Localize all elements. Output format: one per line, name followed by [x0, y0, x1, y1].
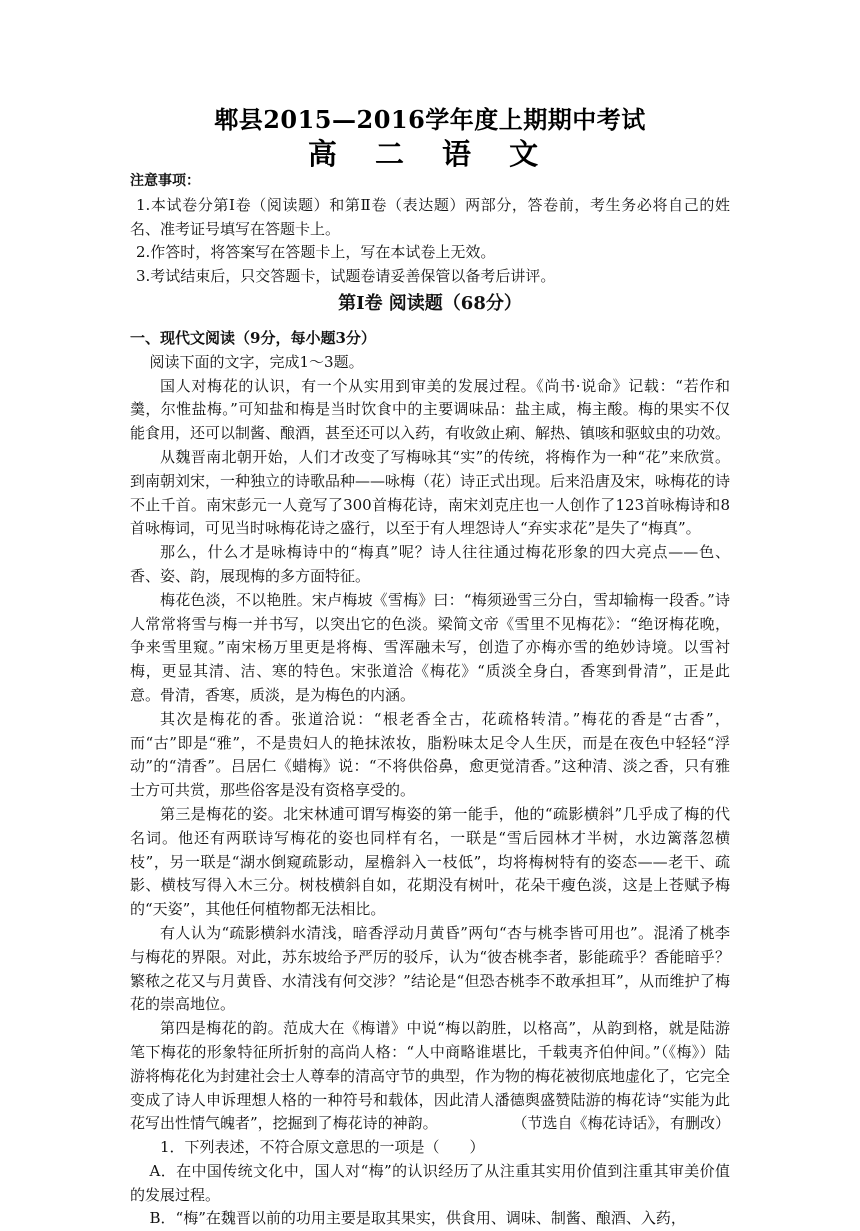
notes-heading: 注意事项：	[130, 173, 200, 189]
subject-title: 高 二 语 文	[307, 137, 553, 171]
passage-paragraph: 从魏晋南北朝开始，人们才改变了写梅咏其“实”的传统，将梅作为一种“花”来欣赏。到南朝刘宋，一种独立的诗歌品种——咏梅（花）诗正式出现。后来沿唐及宋，咏梅花的诗不止千首。南宋彭元一人竟写了300首梅花诗，南宋刘克庄也一人创作了123首咏梅诗和8首咏梅词，可见当时咏梅花诗之盛行，以至于有人埋怨诗人“弃实求花”是失了“梅真”。	[130, 447, 731, 538]
passage-paragraph: 其次是梅花的香。张道洽说：“根老香全古，花疏格转清。”梅花的香是“古香”，而“古”即是“雅”，不是贵妇人的艳抹浓妆，脂粉味太足令人生厌，而是在夜色中轻轻“浮动”的“清香”。吕居仁《蜡梅》说：“不将供俗鼻，愈更觉清香。”这种清、淡之香，只有雅士方可共赏，那些俗客是没有资格享受的。	[130, 709, 730, 800]
notes-section	[130, 170, 730, 289]
passage-text: 第四是梅花的韵。范成大在《梅谱》中说“梅以韵胜，以格高”，从韵到格，就是陆游笔下梅花的形象特征所折射的高尚人格：“人中商略谁堪比，千载夷齐伯仲间。”（《梅》）陆游将梅花化为封建社会士人尊奉的清高守节的典型，作为物的梅花被彻底地虚化了，它完全变成了诗人申诉理想人格的一种符号和载体，因此清人潘德舆盛赞陆游的梅花诗“实能为此花写出性情气魄者”，挖掘到了梅花诗的神韵。	[130, 1019, 731, 1133]
note-item: 2.作答时，将答案写在答题卡上，写在本试卷上无效。	[136, 243, 496, 262]
section-title: 第Ⅰ卷 阅读题（68分）	[338, 293, 522, 314]
reading-section	[130, 327, 730, 1231]
passage-paragraph: 那么，什么才是咏梅诗中的“梅真”呢？诗人往往通过梅花形象的四大亮点——色、香、姿、韵，展现梅的多方面特征。	[130, 543, 730, 585]
option-b: B．“梅”在魏晋以前的功用主要是取其果实，供食用、调味、制酱、酿酒、入药，	[149, 1209, 686, 1228]
question-stem: 1．下列表述，不符合原文意思的一项是（ ）	[160, 1138, 485, 1157]
source-citation: （节选自《梅花诗话》，有删改）	[512, 1114, 730, 1133]
exam-title: 郫县2015—2016学年度上期期中考试	[214, 105, 646, 134]
passage-paragraph-last	[130, 1017, 730, 1136]
passage-paragraph: 有人认为“疏影横斜水清浅，暗香浮动月黄昏”两句“杏与桃李皆可用也”。混淆了桃李与梅花的界限。对此，苏东坡给予严厉的驳斥，认为“彼杏桃李者，影能疏乎？香能暗乎？繁秾之花又与月黄昏、水清浅有何交涉？”结论是“但恐杏桃李不敢承担耳”，从而维护了梅花的崇高地位。	[130, 923, 730, 1014]
part-heading: 一、现代文阅读（9分，每小题3分）	[130, 329, 376, 347]
instruction-text: 阅读下面的文字，完成1～3题。	[149, 352, 364, 371]
passage-paragraph: 梅花色淡，不以艳胜。宋卢梅坡《雪梅》曰：“梅须逊雪三分白，雪却输梅一段香。”诗人常常将雪与梅一并书写，以突出它的色淡。梁简文帝《雪里不见梅花》：“绝讶梅花晚，争来雪里窥。”南宋杨万里更是将梅、雪浑融未写，创造了亦梅亦雪的绝妙诗境。以雪衬梅，更显其清、洁、寒的特色。宋张道洽《梅花》“质淡全身白，香寒到骨清”，正是此意。骨清，香寒，质淡，是为梅色的内涵。	[130, 590, 730, 704]
option-a: A．在中国传统文化中，国人对“梅”的认识经历了从注重其实用价值到注重其审美价值的发展过程。	[130, 1161, 730, 1204]
passage-paragraph: 第三是梅花的姿。北宋林逋可谓写梅姿的第一能手，他的“疏影横斜”几乎成了梅的代名词。他还有两联诗写梅花的姿也同样有名，一联是“雪后园林才半树，水边篱落忽横枝”，另一联是“湖水倒窥疏影动，屋檐斜入一枝低”，均将梅树特有的姿态——老干、疏影、横枝写得入木三分。树枝横斜自如，花期没有树叶，花朵干瘦色淡，这是上苍赋予梅的“天姿”，其他任何植物都无法相比。	[130, 804, 730, 919]
passage-paragraph: 国人对梅花的认识，有一个从实用到审美的发展过程。《尚书·说命》记载：“若作和羹，尔惟盐梅。”可知盐和梅是当时饮食中的主要调味品：盐主咸，梅主酸。梅的果实不仅能食用，还可以制酱、酿酒，甚至还可以入药，有收敛止痢、解热、镇咳和驱蚊虫的功效。	[130, 376, 731, 443]
note-item: 1.本试卷分第Ⅰ卷（阅读题）和第Ⅱ卷（表达题）两部分，答卷前，考生务必将自己的姓名、准考证号填写在答题卡上。	[130, 195, 730, 238]
note-item: 3.考试结束后，只交答题卡，试题卷请妥善保管以备考后讲评。	[136, 267, 556, 286]
